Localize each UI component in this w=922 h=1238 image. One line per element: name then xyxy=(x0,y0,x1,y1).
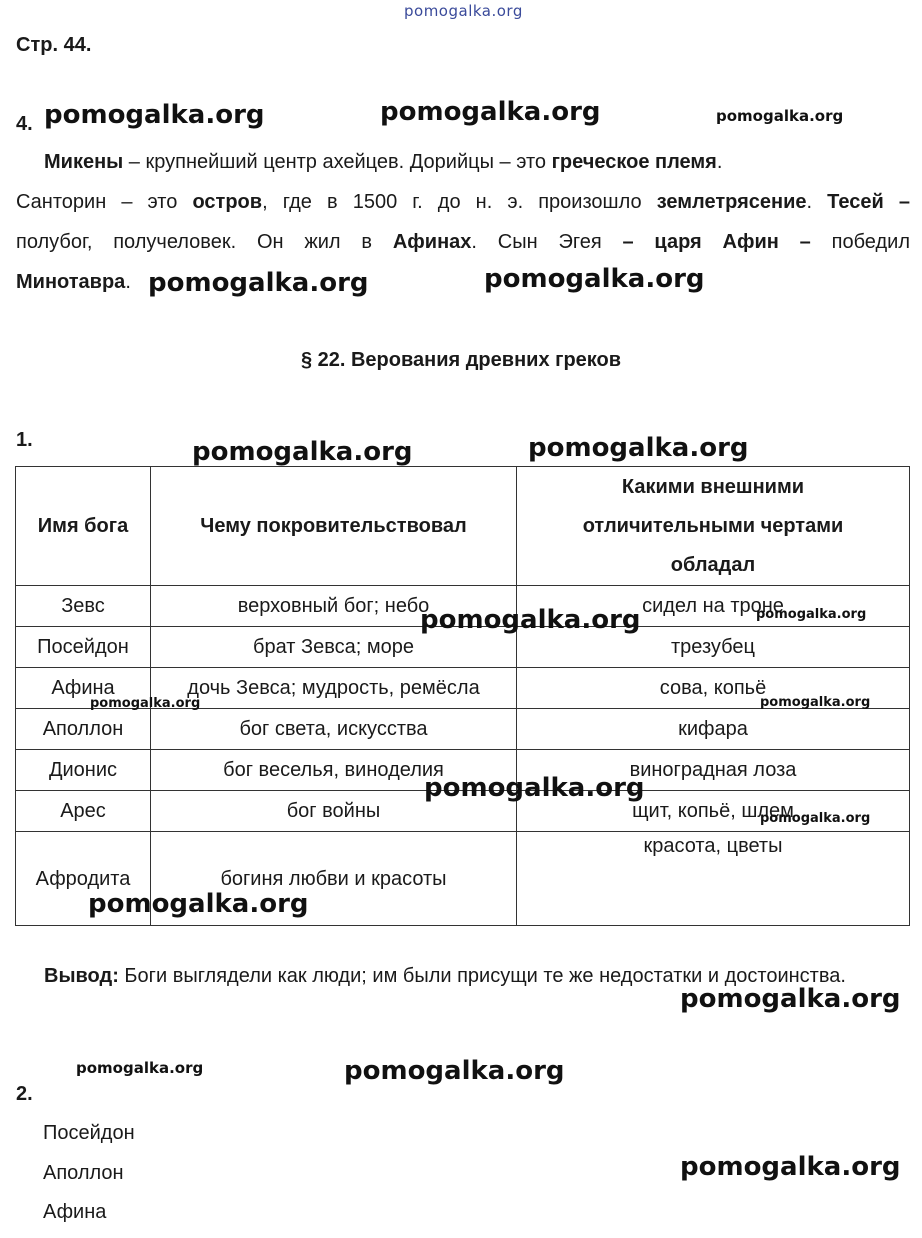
text-run: . xyxy=(125,271,131,293)
page-number-header: Стр. 44. xyxy=(16,34,92,56)
cell-features: щит, копьё, шлем xyxy=(517,791,910,832)
bold-term: греческое племя xyxy=(551,151,717,173)
header-patronage: Чему покровительствовал xyxy=(151,467,517,586)
text-run: , где в 1500 г. до н. э. произошло xyxy=(262,191,657,213)
cell-god-name: Дионис xyxy=(16,750,151,791)
cell-patronage: бог света, искусства xyxy=(151,709,517,750)
task4-number: 4. xyxy=(16,113,33,135)
bold-term: Минотавра xyxy=(16,271,126,293)
task2-number: 2. xyxy=(16,1083,33,1105)
list-item: Посейдон xyxy=(43,1122,135,1144)
cell-patronage: бог веселья, виноделия xyxy=(151,750,517,791)
cell-patronage: богиня любви и красоты xyxy=(151,832,517,926)
watermark-text: pomogalka.org xyxy=(528,433,749,463)
text-run: полубог, получеловек. Он жил в xyxy=(16,231,393,253)
cell-god-name: Арес xyxy=(16,791,151,832)
bold-term: остров xyxy=(192,191,263,213)
watermark-text: pomogalka.org xyxy=(344,1056,565,1086)
header-god-name: Имя бога xyxy=(16,467,151,586)
bold-term: Тесей – xyxy=(827,191,910,213)
text-run: . xyxy=(806,191,828,213)
cell-features: сова, копьё xyxy=(517,668,910,709)
section-title: § 22. Верования древних греков xyxy=(300,349,622,371)
text-run: – крупнейший центр ахейцев. Дорийцы – это xyxy=(123,151,552,173)
watermark-text: pomogalka.org xyxy=(760,811,871,826)
bold-term: – царя Афин – xyxy=(622,231,811,253)
top-watermark: pomogalka.org xyxy=(404,2,523,20)
watermark-text: pomogalka.org xyxy=(192,437,413,467)
cell-features: трезубец xyxy=(517,627,910,668)
text-run: . Сын Эгея xyxy=(471,231,623,253)
conclusion-label: Вывод: xyxy=(44,965,119,987)
cell-god-name: Зевс xyxy=(16,586,151,627)
conclusion-text: Боги выглядели как люди; им были присущи те же недостатки и достоинства. xyxy=(118,965,846,987)
cell-patronage: дочь Зевса; мудрость, ремёсла xyxy=(151,668,517,709)
table-header-row xyxy=(16,467,910,586)
cell-patronage: бог войны xyxy=(151,791,517,832)
watermark-text: pomogalka.org xyxy=(148,268,369,298)
cell-features: виноградная лоза xyxy=(517,750,910,791)
cell-god-name: Афина xyxy=(16,668,151,709)
cell-features: кифара xyxy=(517,709,910,750)
table-row xyxy=(16,709,910,750)
watermark-text: pomogalka.org xyxy=(88,889,309,919)
watermark-text: pomogalka.org xyxy=(760,695,871,710)
cell-features: красота, цветы xyxy=(517,832,910,926)
task1-number: 1. xyxy=(16,429,33,451)
cell-god-name: Афродита xyxy=(16,832,151,926)
list-item: Аполлон xyxy=(43,1162,124,1184)
cell-features: сидел на троне xyxy=(517,586,910,627)
header-features: Какими внешними отличительными чертами обладал xyxy=(517,467,910,586)
cell-patronage: верховный бог; небо xyxy=(151,586,517,627)
watermark-text: pomogalka.org xyxy=(44,100,265,130)
watermark-text: pomogalka.org xyxy=(420,605,641,635)
task4-line-1 xyxy=(16,142,910,182)
watermark-text: pomogalka.org xyxy=(380,97,601,127)
bold-term: Афинах xyxy=(392,231,472,253)
task4-line-3 xyxy=(16,222,910,262)
cell-patronage: брат Зевса; море xyxy=(151,627,517,668)
text-run: победил xyxy=(810,231,910,253)
text-run: Санторин – это xyxy=(16,191,193,213)
cell-god-name: Посейдон xyxy=(16,627,151,668)
watermark-text: pomogalka.org xyxy=(90,696,201,711)
watermark-text: pomogalka.org xyxy=(76,1059,204,1077)
watermark-text: pomogalka.org xyxy=(716,107,844,125)
bold-term: Микены xyxy=(44,151,124,173)
list-item: Афина xyxy=(43,1201,107,1223)
cell-god-name: Аполлон xyxy=(16,709,151,750)
watermark-text: pomogalka.org xyxy=(680,984,901,1014)
watermark-text: pomogalka.org xyxy=(424,773,645,803)
bold-term: землетрясение xyxy=(656,191,807,213)
text-run: . xyxy=(716,151,723,173)
task4-line-2 xyxy=(16,182,910,222)
watermark-text: pomogalka.org xyxy=(756,607,867,622)
watermark-text: pomogalka.org xyxy=(680,1152,901,1182)
watermark-text: pomogalka.org xyxy=(484,264,705,294)
